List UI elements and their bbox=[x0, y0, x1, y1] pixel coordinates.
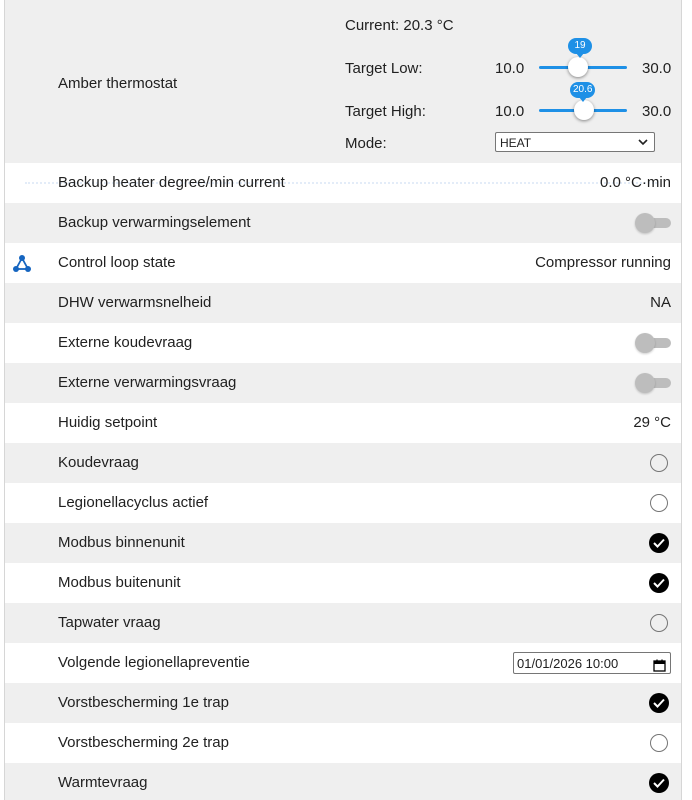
mode-select-value: HEAT bbox=[500, 136, 532, 150]
row-dhw-verwarmsnelheid bbox=[5, 283, 681, 323]
row-label: Huidig setpoint bbox=[58, 414, 158, 431]
row-modbus-buitenunit bbox=[5, 563, 681, 603]
row-externe-verwarmingsvraag bbox=[5, 363, 681, 403]
target-low-bubble: 19 bbox=[568, 38, 592, 54]
target-low-max: 30.0 bbox=[642, 60, 672, 77]
row-volgende-legionellapreventie bbox=[5, 643, 681, 683]
hub-icon bbox=[11, 253, 33, 275]
thermostat-name: Amber thermostat bbox=[58, 75, 178, 92]
row-label: Backup heater degree/min current bbox=[58, 174, 285, 191]
thermostat-row bbox=[5, 0, 681, 163]
entities-panel bbox=[4, 0, 682, 800]
check-circle-icon[interactable] bbox=[649, 573, 669, 593]
row-backup-verwarmingselement bbox=[5, 203, 681, 243]
row-backup-heater-degree-min bbox=[5, 163, 681, 203]
radio-unchecked-icon[interactable] bbox=[650, 614, 668, 632]
row-warmtevraag bbox=[5, 763, 681, 800]
target-high-bubble: 20.6 bbox=[570, 82, 595, 98]
row-value: Compressor running bbox=[535, 254, 671, 271]
row-huidig-setpoint bbox=[5, 403, 681, 443]
row-label: Modbus binnenunit bbox=[58, 534, 185, 551]
target-high-min: 10.0 bbox=[495, 103, 525, 120]
toggle-switch[interactable] bbox=[635, 216, 671, 230]
radio-unchecked-icon[interactable] bbox=[650, 734, 668, 752]
row-modbus-binnenunit bbox=[5, 523, 681, 563]
row-vorstbescherming-1e-trap bbox=[5, 683, 681, 723]
row-label: Externe verwarmingsvraag bbox=[58, 374, 237, 391]
chevron-down-icon bbox=[638, 133, 648, 153]
target-low-thumb[interactable] bbox=[568, 57, 588, 77]
row-label: Warmtevraag bbox=[58, 774, 148, 791]
row-label: Koudevraag bbox=[58, 454, 139, 471]
row-label: Legionellacyclus actief bbox=[58, 494, 209, 511]
target-high-label: Target High: bbox=[345, 103, 426, 120]
radio-unchecked-icon[interactable] bbox=[650, 494, 668, 512]
row-control-loop-state bbox=[5, 243, 681, 283]
datetime-value: 01/01/2026 10:00 bbox=[517, 656, 619, 671]
mode-label: Mode: bbox=[345, 135, 387, 152]
row-label: Backup verwarmingselement bbox=[58, 214, 251, 231]
target-low-min: 10.0 bbox=[495, 60, 525, 77]
row-label: DHW verwarmsnelheid bbox=[58, 294, 212, 311]
datetime-input[interactable] bbox=[513, 652, 671, 674]
check-circle-icon[interactable] bbox=[649, 693, 669, 713]
row-label: Vorstbescherming 1e trap bbox=[58, 694, 229, 711]
radio-unchecked-icon[interactable] bbox=[650, 454, 668, 472]
row-value: NA bbox=[650, 294, 671, 311]
target-low-label: Target Low: bbox=[345, 60, 423, 77]
row-label: Control loop state bbox=[58, 254, 176, 271]
row-label: Vorstbescherming 2e trap bbox=[58, 734, 229, 751]
row-vorstbescherming-2e-trap bbox=[5, 723, 681, 763]
check-circle-icon[interactable] bbox=[649, 773, 669, 793]
toggle-switch[interactable] bbox=[635, 376, 671, 390]
row-label: Volgende legionellapreventie bbox=[58, 654, 250, 671]
target-high-thumb[interactable] bbox=[574, 100, 594, 120]
row-label: Externe koudevraag bbox=[58, 334, 193, 351]
row-tapwater-vraag bbox=[5, 603, 681, 643]
mode-select[interactable] bbox=[495, 132, 655, 152]
row-legionellacyclus-actief bbox=[5, 483, 681, 523]
calendar-icon[interactable] bbox=[653, 657, 666, 679]
row-value: 29 °C bbox=[633, 414, 671, 431]
row-value: 0.0 °C·min bbox=[599, 174, 671, 191]
target-high-max: 30.0 bbox=[642, 103, 672, 120]
row-koudevraag bbox=[5, 443, 681, 483]
row-externe-koudevraag bbox=[5, 323, 681, 363]
toggle-switch[interactable] bbox=[635, 336, 671, 350]
row-label: Modbus buitenunit bbox=[58, 574, 181, 591]
thermostat-current: Current: 20.3 °C bbox=[345, 17, 454, 34]
check-circle-icon[interactable] bbox=[649, 533, 669, 553]
row-label: Tapwater vraag bbox=[58, 614, 161, 631]
